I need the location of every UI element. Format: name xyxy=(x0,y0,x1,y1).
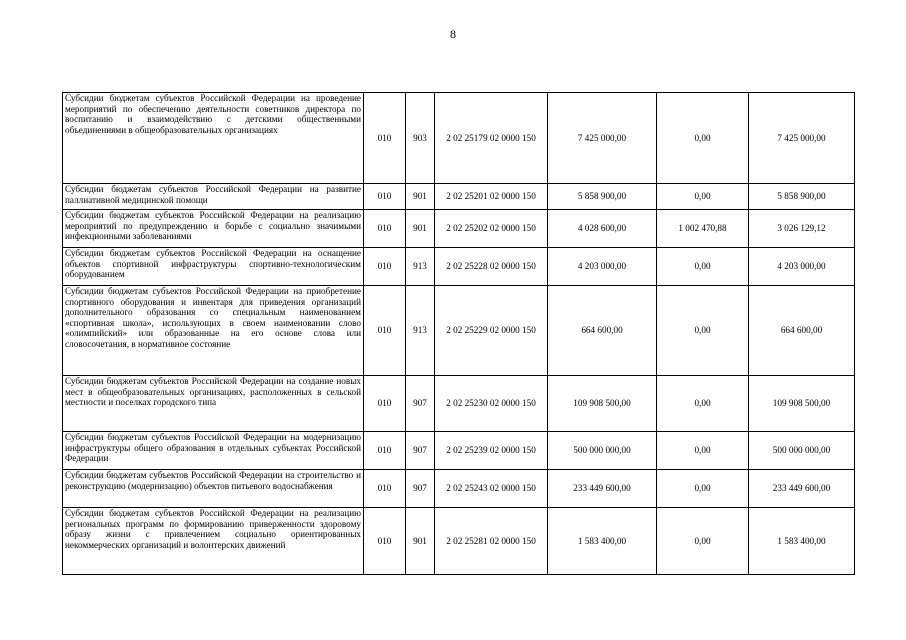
row-section-code: 010 xyxy=(364,248,406,286)
row-amount: 4 028 600,00 xyxy=(548,210,657,248)
row-description: Субсидии бюджетам субъектов Российской Федерации на развитие паллиативной медицинской помощи xyxy=(63,184,364,210)
row-budget-code: 2 02 25239 02 0000 150 xyxy=(435,432,548,470)
row-admin-code: 901 xyxy=(406,210,435,248)
row-section-code: 010 xyxy=(364,376,406,432)
row-budget-code: 2 02 25230 02 0000 150 xyxy=(435,376,548,432)
row-budget-code: 2 02 25202 02 0000 150 xyxy=(435,210,548,248)
row-change: 0,00 xyxy=(657,184,749,210)
row-description: Субсидии бюджетам субъектов Российской Федерации на реализацию мероприятий по предупреждению и борьбе с социально значимыми инфекционными заболеваниями xyxy=(63,210,364,248)
row-change: 1 002 470,88 xyxy=(657,210,749,248)
row-amount: 7 425 000,00 xyxy=(548,93,657,184)
row-budget-code: 2 02 25228 02 0000 150 xyxy=(435,248,548,286)
row-section-code: 010 xyxy=(364,210,406,248)
row-description: Субсидии бюджетам субъектов Российской Федерации на создание новых мест в общеобразовательных организациях, расположенных в сельской местности и поселках городского типа xyxy=(63,376,364,432)
row-total: 7 425 000,00 xyxy=(749,93,855,184)
table-row xyxy=(63,508,855,575)
table-row xyxy=(63,248,855,286)
table-row xyxy=(63,184,855,210)
row-admin-code: 901 xyxy=(406,184,435,210)
table-row xyxy=(63,286,855,376)
row-total: 233 449 600,00 xyxy=(749,470,855,508)
row-budget-code: 2 02 25201 02 0000 150 xyxy=(435,184,548,210)
row-change: 0,00 xyxy=(657,248,749,286)
table-row xyxy=(63,210,855,248)
row-total: 500 000 000,00 xyxy=(749,432,855,470)
budget-table xyxy=(62,92,855,575)
row-amount: 5 858 900,00 xyxy=(548,184,657,210)
row-total: 5 858 900,00 xyxy=(749,184,855,210)
row-admin-code: 913 xyxy=(406,248,435,286)
row-admin-code: 907 xyxy=(406,432,435,470)
row-section-code: 010 xyxy=(364,508,406,575)
page-number: 8 xyxy=(450,27,456,41)
table-row xyxy=(63,376,855,432)
row-description: Субсидии бюджетам субъектов Российской Федерации на модернизацию инфраструктуры общего образования в отдельных субъектах Российской Федерации xyxy=(63,432,364,470)
row-section-code: 010 xyxy=(364,286,406,376)
row-amount: 233 449 600,00 xyxy=(548,470,657,508)
row-total: 664 600,00 xyxy=(749,286,855,376)
row-section-code: 010 xyxy=(364,432,406,470)
row-description: Субсидии бюджетам субъектов Российской Федерации на строительство и реконструкцию (модернизацию) объектов питьевого водоснабжения xyxy=(63,470,364,508)
table-row xyxy=(63,93,855,184)
row-description: Субсидии бюджетам субъектов Российской Федерации на проведение мероприятий по обеспечению деятельности советников директора по воспитанию и взаимодействию с детскими общественными объединениями в общеобразовательных организациях xyxy=(63,93,364,184)
row-description: Субсидии бюджетам субъектов Российской Федерации на реализацию региональных программ по формированию приверженности здоровому образу жизни с привлечением социально ориентированных некоммерческих организаций и волонтерских движений xyxy=(63,508,364,575)
row-description: Субсидии бюджетам субъектов Российской Федерации на приобретение спортивного оборудования и инвентаря для приведения организаций дополнительного образования со специальным наименованием «спортивная школа», использующих в своем наименовании слово «олимпийский» или образованные на его основе слова или словосочетания, в нормативное состояние xyxy=(63,286,364,376)
row-total: 109 908 500,00 xyxy=(749,376,855,432)
row-budget-code: 2 02 25281 02 0000 150 xyxy=(435,508,548,575)
row-change: 0,00 xyxy=(657,93,749,184)
row-admin-code: 913 xyxy=(406,286,435,376)
row-description: Субсидии бюджетам субъектов Российской Федерации на оснащение объектов спортивной инфраструктуры спортивно-технологическим оборудованием xyxy=(63,248,364,286)
row-budget-code: 2 02 25179 02 0000 150 xyxy=(435,93,548,184)
row-budget-code: 2 02 25243 02 0000 150 xyxy=(435,470,548,508)
table-row xyxy=(63,470,855,508)
row-admin-code: 907 xyxy=(406,376,435,432)
row-total: 3 026 129,12 xyxy=(749,210,855,248)
row-section-code: 010 xyxy=(364,470,406,508)
row-amount: 500 000 000,00 xyxy=(548,432,657,470)
row-change: 0,00 xyxy=(657,376,749,432)
row-change: 0,00 xyxy=(657,286,749,376)
row-amount: 109 908 500,00 xyxy=(548,376,657,432)
row-admin-code: 903 xyxy=(406,93,435,184)
row-change: 0,00 xyxy=(657,508,749,575)
row-admin-code: 907 xyxy=(406,470,435,508)
row-change: 0,00 xyxy=(657,470,749,508)
row-budget-code: 2 02 25229 02 0000 150 xyxy=(435,286,548,376)
row-amount: 1 583 400,00 xyxy=(548,508,657,575)
table-row xyxy=(63,432,855,470)
row-amount: 4 203 000,00 xyxy=(548,248,657,286)
row-admin-code: 901 xyxy=(406,508,435,575)
row-section-code: 010 xyxy=(364,93,406,184)
row-total: 4 203 000,00 xyxy=(749,248,855,286)
row-amount: 664 600,00 xyxy=(548,286,657,376)
row-section-code: 010 xyxy=(364,184,406,210)
row-total: 1 583 400,00 xyxy=(749,508,855,575)
row-change: 0,00 xyxy=(657,432,749,470)
